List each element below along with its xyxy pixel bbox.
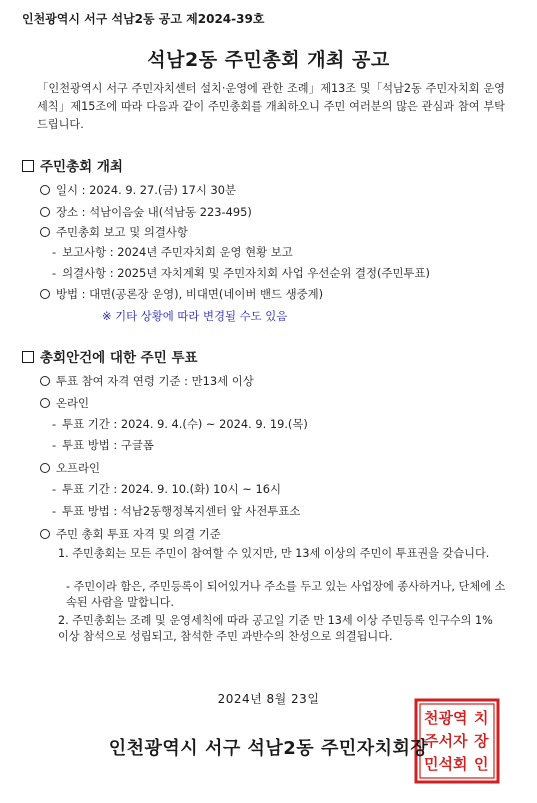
circle-bullet-icon <box>40 463 50 473</box>
circle-bullet-icon <box>40 529 50 539</box>
announcement-date: 2024년 8월 23일 <box>217 692 320 706</box>
section1-resolution-item <box>52 265 430 281</box>
svg-text:치: 치 <box>474 709 489 727</box>
section2-offline-period-item <box>52 481 281 497</box>
section1-place: 장소 : 석남이음숲 내(석남동 223-495) <box>56 205 252 219</box>
checkbox-square-icon <box>22 160 34 172</box>
section2-offline: 오프라인 <box>56 461 101 475</box>
section1-date: 일시 : 2024. 9. 27.(금) 17시 30분 <box>56 183 237 197</box>
dash-bullet-icon: - <box>52 266 57 280</box>
circle-bullet-icon <box>40 376 50 386</box>
section1-date-item <box>40 182 236 198</box>
intro-paragraph: 「인천광역시 서구 주민자치센터 설치·운영에 관한 조례」제13조 및「석남2동 주민자치회 운영세칙」제15조에 따라 다음과 같이 주민총회를 개최하오니 주민 여러분의 많은 관심과 참여 부탁드립니다. <box>37 82 505 131</box>
circle-bullet-icon <box>40 185 50 195</box>
section1-report-item <box>52 244 293 260</box>
section2-online-period: 투표 기간 : 2024. 9. 4.(수) ~ 2024. 9. 19.(목) <box>62 417 308 431</box>
circle-bullet-icon <box>40 227 50 237</box>
dash-bullet-icon: - <box>52 504 57 518</box>
section1-resolution: 의결사항 : 2025년 자치계획 및 주민자치회 사업 우선순위 결정(주민투표) <box>62 266 430 280</box>
svg-text:민석회: 민석회 <box>424 755 468 773</box>
section1-title: 주민총회 개최 <box>40 159 123 175</box>
section2-online-method: 투표 방법 : 구글폼 <box>62 438 154 452</box>
svg-text:주서자: 주서자 <box>424 732 468 750</box>
section2-offline-item <box>40 460 100 476</box>
section1-agenda: 주민총회 보고 및 의결사항 <box>56 225 188 239</box>
circle-bullet-icon <box>40 207 50 217</box>
criteria-item-1-sub: - 주민이라 함은, 주민등록이 되어있거나 주소를 두고 있는 사업장에 종사하거나, 단체에 소속된 사람을 말합니다. <box>66 580 506 609</box>
criteria-item-2: 2. 주민총회는 조례 및 운영세칙에 따라 공고일 기준 만 13세 이상 주민등록 인구수의 1% 이상 참석으로 성립되고, 참석한 주민 과반수의 찬성으로 의결됩니다. <box>58 614 493 643</box>
dash-bullet-icon: - <box>52 245 57 259</box>
section2-online: 온라인 <box>56 396 90 410</box>
section2-offline-method-item <box>52 503 300 519</box>
section1-method: 방법 : 대면(공론장 운영), 비대면(네이버 밴드 생중계) <box>56 287 324 301</box>
circle-bullet-icon <box>40 398 50 408</box>
svg-text:인: 인 <box>474 755 489 773</box>
criteria-item-1: 1. 주민총회는 모든 주민이 참여할 수 있지만, 만 13세 이상의 주민이 투표권을 갖습니다. <box>58 547 490 560</box>
svg-text:장: 장 <box>474 732 489 750</box>
section1-agenda-item <box>40 224 188 240</box>
circle-bullet-icon <box>40 289 50 299</box>
section1-note: ※ 기타 상황에 따라 변경될 수도 있음 <box>102 309 288 323</box>
section2-offline-period: 투표 기간 : 2024. 9. 10.(화) 10시 ~ 16시 <box>62 482 281 496</box>
dash-bullet-icon: - <box>52 438 57 452</box>
checkbox-square-icon <box>22 351 34 363</box>
section2-online-method-item <box>52 437 154 453</box>
section1-method-item <box>40 286 323 302</box>
section2-criteria: 주민 총회 투표 자격 및 의결 기준 <box>56 527 221 541</box>
section1-report: 보고사항 : 2024년 주민자치회 운영 현황 보고 <box>62 245 293 259</box>
dash-bullet-icon: - <box>52 417 57 431</box>
document-title: 석남2동 주민총회 개최 공고 <box>147 49 390 71</box>
section1-heading <box>22 155 123 175</box>
section1-place-item <box>40 204 252 220</box>
section2-online-item <box>40 395 89 411</box>
section2-offline-method: 투표 방법 : 석남2동행정복지센터 앞 사전투표소 <box>62 504 301 518</box>
signature-line: 인천광역시 서구 석남2동 주민자치회장 <box>108 738 429 759</box>
section2-online-period-item <box>52 416 308 432</box>
section2-eligibility-age: 투표 참여 자격 연령 기준 : 만13세 이상 <box>56 374 254 388</box>
dash-bullet-icon: - <box>52 482 57 496</box>
section2-title: 총회안건에 대한 주민 투표 <box>40 350 198 366</box>
section2-heading <box>22 346 198 366</box>
svg-text:천광역: 천광역 <box>424 709 468 727</box>
section2-criteria-item <box>40 526 221 542</box>
document-number: 인천광역시 서구 석남2동 공고 제2024-39호 <box>22 12 265 26</box>
section2-age-item <box>40 373 254 389</box>
